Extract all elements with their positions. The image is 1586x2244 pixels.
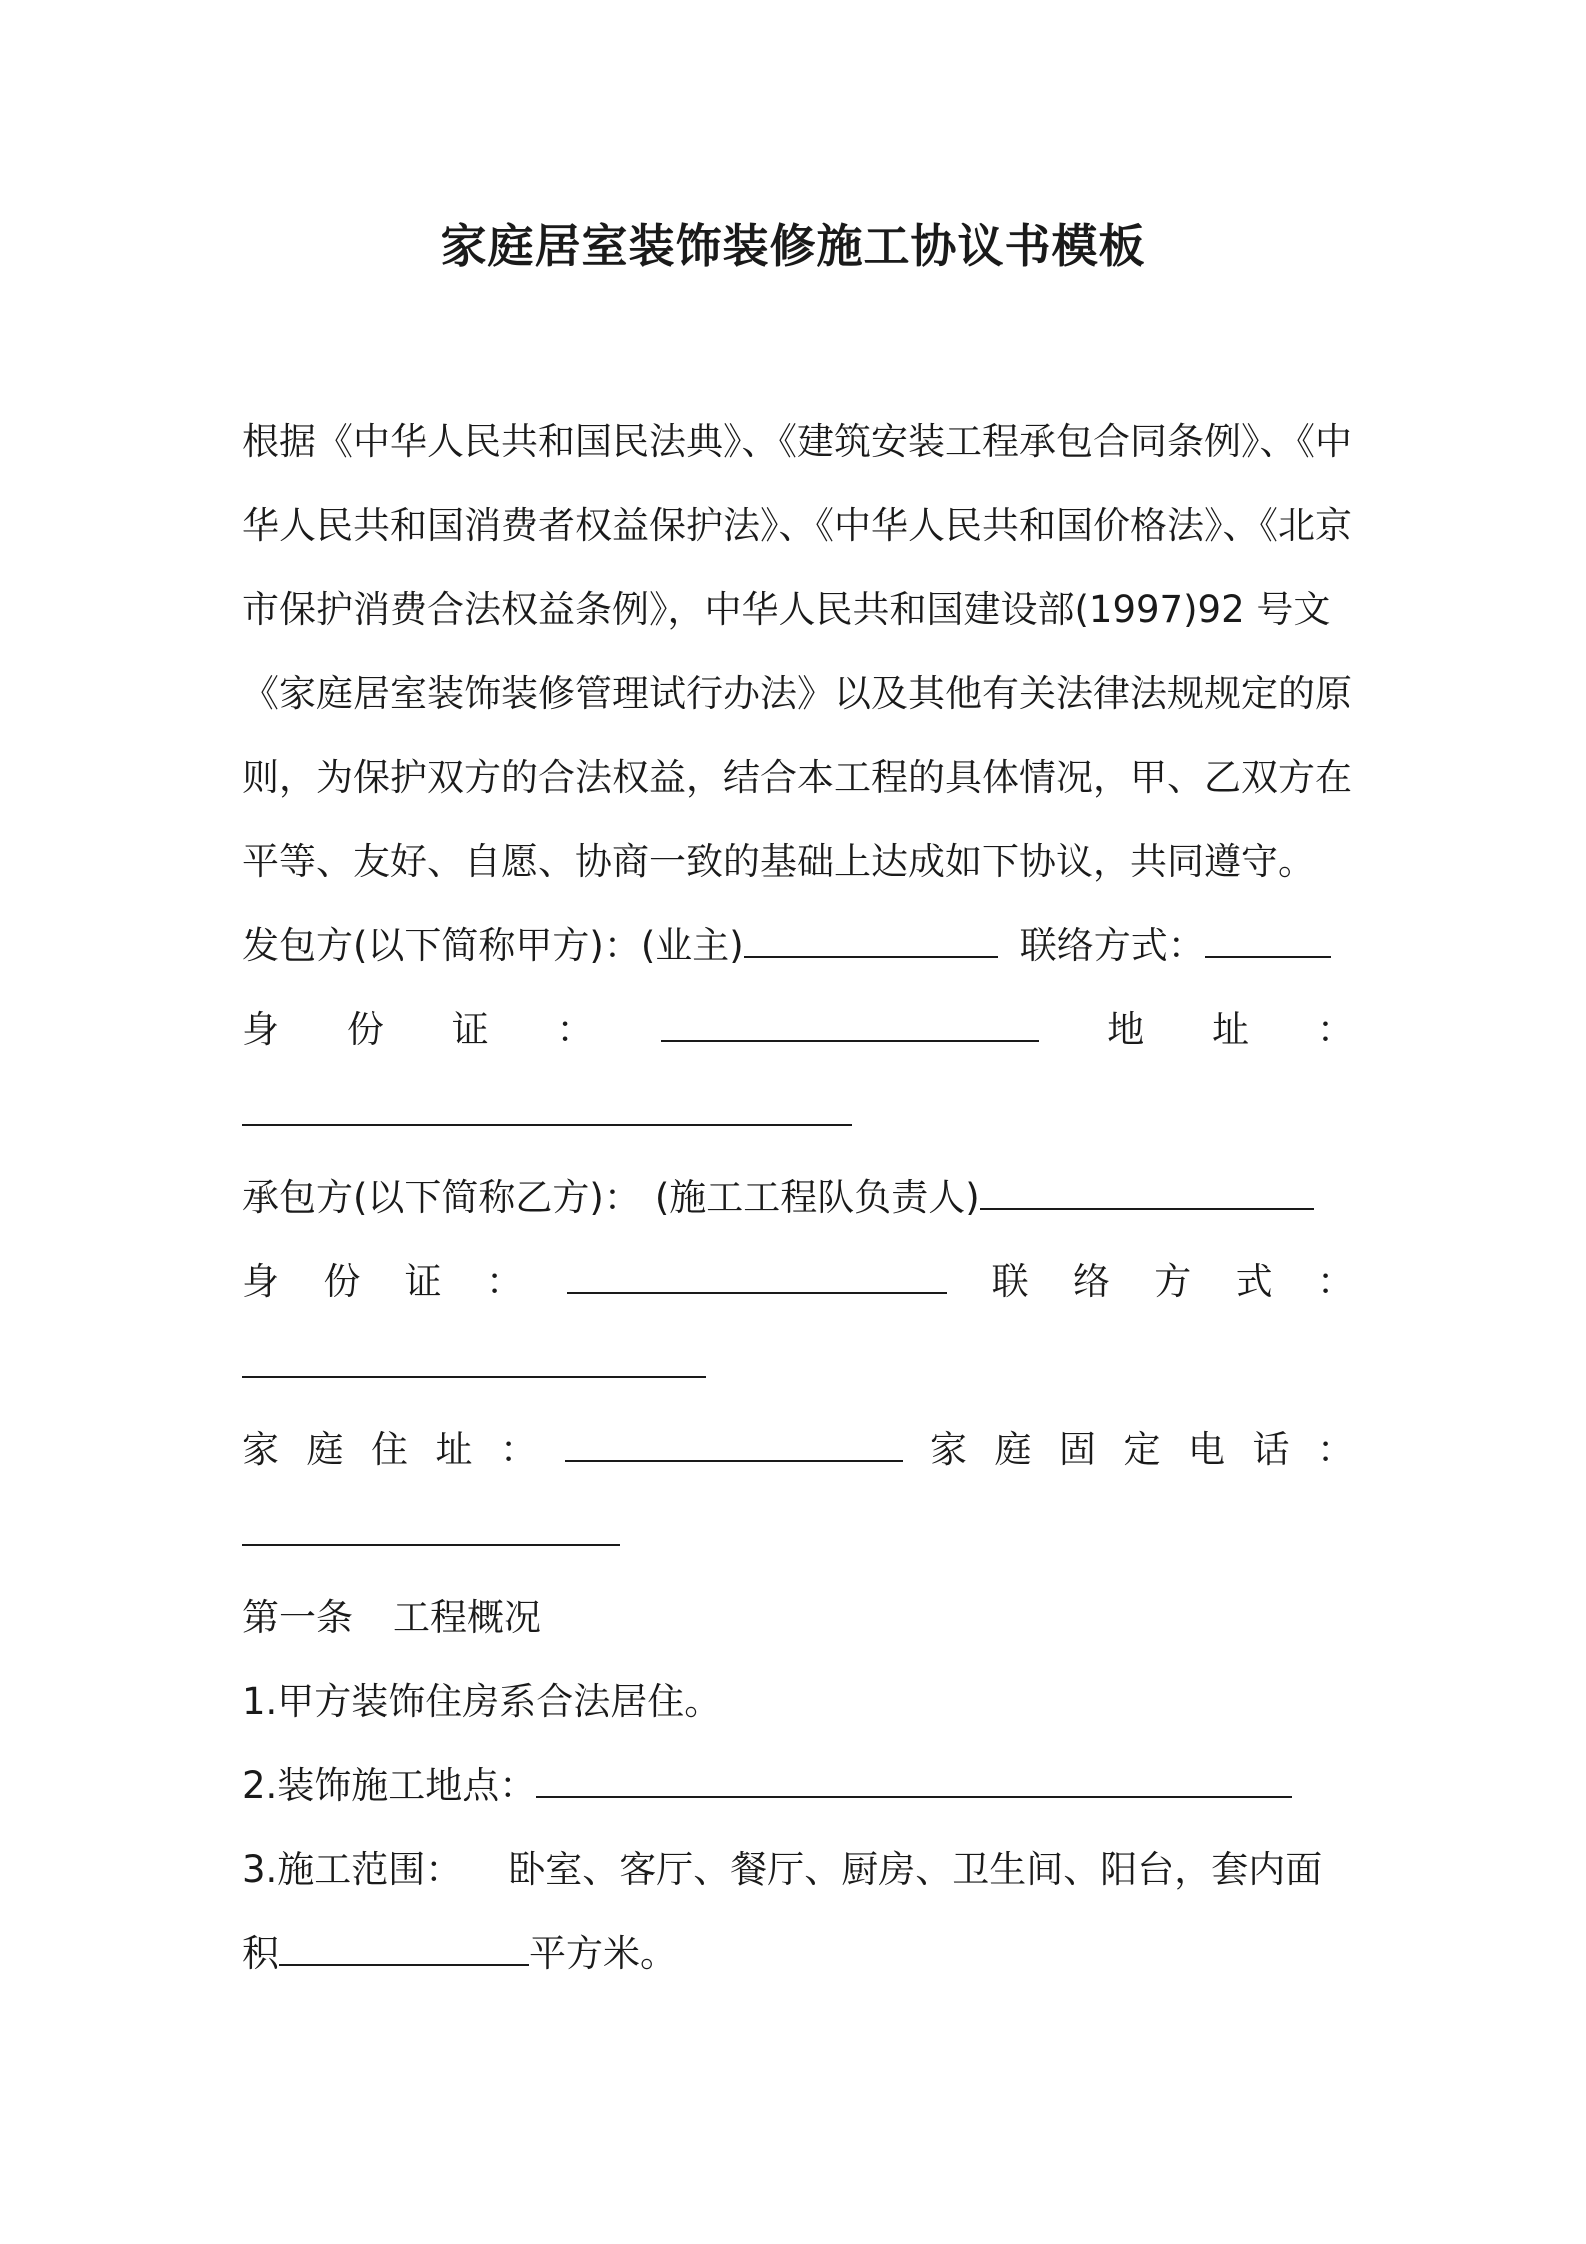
home-address-char: 住 [371, 1428, 408, 1471]
party-a-id-blank[interactable] [661, 1006, 1039, 1042]
home-address-char: 庭 [306, 1428, 344, 1471]
home-phone-char: 家 [930, 1428, 967, 1471]
preamble-line: 则，为保护双方的合法权益，结合本工程的具体情况，甲、乙双方在 [242, 756, 1352, 799]
party-b-home-address-blank[interactable] [565, 1426, 903, 1462]
party-b-label: 承包方(以下简称乙方)： [242, 1176, 641, 1219]
address-char: 地 [1107, 1008, 1145, 1051]
party-a-address-blank[interactable] [242, 1124, 852, 1126]
id-char: 身 [242, 1260, 279, 1303]
article-1-item-1: 1.甲方装饰住房系合法居住。 [242, 1680, 722, 1723]
construction-site-blank[interactable] [536, 1762, 1292, 1798]
contact-char: 方 [1154, 1260, 1192, 1303]
id-char: 身 [242, 1008, 279, 1051]
home-phone-char: 庭 [994, 1428, 1032, 1471]
home-phone-char: 固 [1059, 1428, 1096, 1471]
contact-char: 联 [991, 1260, 1029, 1303]
article-1-heading [242, 1576, 1354, 1660]
id-char: ： [485, 1260, 523, 1303]
area-suffix: 平方米。 [529, 1932, 677, 1975]
article-1-item-2 [242, 1744, 1354, 1828]
article-1-item-3-area [242, 1912, 1354, 1996]
document-title: 家庭居室装饰装修施工协议书模板 [440, 219, 1146, 273]
home-address-char: ： [500, 1428, 537, 1471]
preamble-line: 《家庭居室装饰装修管理试行办法》以及其他有关法律法规规定的原 [242, 672, 1352, 715]
party-b-home-phone-blank-row [242, 1492, 1354, 1576]
party-a-address-blank-row [242, 1072, 1354, 1156]
contact-char: 络 [1072, 1260, 1110, 1303]
item-2-label: 2.装饰施工地点： [242, 1764, 537, 1807]
preamble [242, 400, 1354, 904]
home-phone-char: ： [1317, 1428, 1354, 1471]
article-heading-text: 工程概况 [393, 1596, 541, 1639]
article-1-item-3 [242, 1828, 1354, 1912]
id-char: 证 [404, 1260, 442, 1303]
id-char: ： [556, 1008, 594, 1051]
area-blank[interactable] [279, 1930, 529, 1966]
item-3-scope: 卧室、客厅、餐厅、厨房、卫生间、阳台，套内面 [508, 1848, 1323, 1891]
address-char: 址 [1212, 1008, 1250, 1051]
party-b-line [242, 1156, 1354, 1240]
party-a-label: 发包方(以下简称甲方)：(业主) [242, 924, 744, 967]
party-a-contact-label: 联络方式： [1019, 924, 1205, 967]
party-b-id-blank[interactable] [567, 1258, 947, 1294]
party-b-name-blank[interactable] [980, 1174, 1314, 1210]
home-phone-char: 电 [1188, 1428, 1225, 1471]
home-phone-char: 话 [1252, 1428, 1290, 1471]
contact-char: 式 [1235, 1260, 1273, 1303]
preamble-line: 平等、友好、自愿、协商一致的基础上达成如下协议，共同遵守。 [242, 840, 1315, 883]
party-b-home-line [242, 1408, 1354, 1492]
home-phone-char: 定 [1123, 1428, 1161, 1471]
party-b-role: (施工工程队负责人) [654, 1176, 980, 1219]
preamble-line: 华人民共和国消费者权益保护法》、《中华人民共和国价格法》、《北京 [242, 504, 1352, 547]
party-a-name-blank[interactable] [744, 922, 998, 958]
party-a-line [242, 904, 1354, 988]
party-b-contact-blank-row [242, 1324, 1354, 1408]
id-char: 份 [346, 1008, 384, 1051]
preamble-line: 根据《中华人民共和国民法典》、《建筑安装工程承包合同条例》、《中 [242, 420, 1352, 463]
party-a-contact-blank[interactable] [1205, 922, 1331, 958]
preamble-line: 市保护消费合法权益条例》，中华人民共和国建设部(1997)92 号文 [242, 588, 1331, 631]
area-prefix: 积 [242, 1932, 279, 1975]
contact-char: ： [1316, 1260, 1354, 1303]
id-char: 份 [323, 1260, 361, 1303]
home-address-char: 家 [242, 1428, 279, 1471]
id-char: 证 [451, 1008, 489, 1051]
address-char: ： [1316, 1008, 1354, 1051]
item-3-label: 3.施工范围： [242, 1848, 463, 1891]
article-number: 第一条 [242, 1596, 353, 1639]
document-body [242, 400, 1354, 1996]
home-address-char: 址 [435, 1428, 473, 1471]
party-a-id-line [242, 988, 1354, 1072]
party-b-id-line [242, 1240, 1354, 1324]
party-b-contact-blank[interactable] [242, 1376, 706, 1378]
party-b-home-phone-blank[interactable] [242, 1544, 620, 1546]
